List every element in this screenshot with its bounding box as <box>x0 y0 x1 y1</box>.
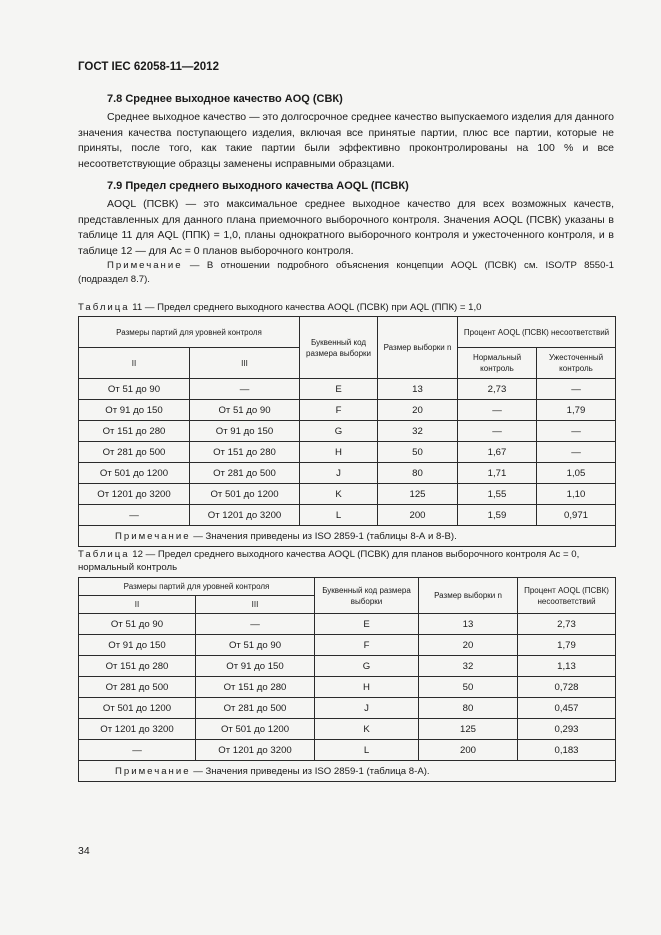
t11-header-size: Размер выборки n <box>378 317 458 379</box>
table-cell: 0,457 <box>518 698 616 719</box>
table-row <box>79 379 616 400</box>
section-7-8-body: Среднее выходное качество — это долгосрочное среднее качество выпускаемого изделия для данного значения качества поступающего изделия, включая все принятые партии, плюс все партии, которые не приняты, после того, как такие партии были эффективно проконтролированы на 100 % и все несоответствующие образцы заменены исправными образцами. <box>78 111 614 170</box>
table-row <box>79 484 616 505</box>
table-cell: От 91 до 150 <box>190 421 300 442</box>
table-cell: 80 <box>419 698 518 719</box>
page-number: 34 <box>78 845 90 857</box>
table-cell: 1,13 <box>518 656 616 677</box>
table-12-body <box>79 614 616 761</box>
table-cell: 20 <box>378 400 458 421</box>
table-cell: 1,05 <box>537 463 616 484</box>
t11-note-label: Примечание <box>115 530 191 542</box>
table-cell: От 281 до 500 <box>196 698 315 719</box>
table-cell: 200 <box>378 505 458 526</box>
table-row <box>79 614 616 635</box>
t11-header-iii: III <box>190 348 300 379</box>
table-cell: 1,79 <box>518 635 616 656</box>
table-row <box>79 400 616 421</box>
table-cell: J <box>315 698 419 719</box>
table-row <box>79 463 616 484</box>
table-cell: — <box>79 740 196 761</box>
table-cell: 1,79 <box>537 400 616 421</box>
table-cell: 200 <box>419 740 518 761</box>
table-cell: 125 <box>419 719 518 740</box>
table-cell: F <box>315 635 419 656</box>
table-cell: 2,73 <box>518 614 616 635</box>
table-cell: От 51 до 90 <box>79 614 196 635</box>
table-cell: От 501 до 1200 <box>196 719 315 740</box>
table-cell: От 1201 до 3200 <box>79 719 196 740</box>
table-cell: L <box>315 740 419 761</box>
table-cell: От 51 до 90 <box>79 379 190 400</box>
t11-header-ii: II <box>79 348 190 379</box>
table-cell: 32 <box>419 656 518 677</box>
table-cell: K <box>315 719 419 740</box>
table-cell: — <box>537 379 616 400</box>
t12-header-lots: Размеры партий для уровней контроля <box>79 578 315 596</box>
table-11-note <box>79 526 616 547</box>
table-cell: От 51 до 90 <box>196 635 315 656</box>
table-12-caption <box>78 548 618 574</box>
table-12-caption-text: 12 — Предел среднего выходного качества AOQL (ПСВК) для планов выборочного контроля Ac = 0, нормальный контроль <box>78 549 580 573</box>
table-11-body <box>79 379 616 526</box>
document-header: ГОСТ IEC 62058-11—2012 <box>78 61 219 73</box>
table-cell: От 91 до 150 <box>79 400 190 421</box>
table-cell: 1,59 <box>458 505 537 526</box>
t11-header-normal: Нормальный контроль <box>458 348 537 379</box>
t11-note-text: — Значения приведены из ISO 2859-1 (таблицы 8-А и 8-В). <box>190 530 457 542</box>
table-12-caption-word: Таблица <box>78 549 130 560</box>
note-label: Примечание <box>107 260 183 271</box>
table-cell: — <box>537 421 616 442</box>
table-cell: 0,971 <box>537 505 616 526</box>
table-cell: От 151 до 280 <box>190 442 300 463</box>
table-11-caption <box>78 301 618 314</box>
table-cell: L <box>300 505 378 526</box>
table-cell: — <box>537 442 616 463</box>
t11-header-lots: Размеры партий для уровней контроля <box>79 317 300 348</box>
table-cell: 50 <box>419 677 518 698</box>
table-cell: 1,55 <box>458 484 537 505</box>
table-cell: От 501 до 1200 <box>79 463 190 484</box>
section-7-8-title: 7.8 Среднее выходное качество AOQ (СВК) <box>107 93 343 105</box>
t12-header-iii: III <box>196 596 315 614</box>
table-cell: E <box>300 379 378 400</box>
t11-header-percent: Процент AOQL (ПСВК) несоответствий <box>458 317 616 348</box>
table-cell: J <box>300 463 378 484</box>
section-7-9-title: 7.9 Предел среднего выходного качества AOQL (ПСВК) <box>107 180 409 192</box>
section-7-9-note <box>78 259 614 287</box>
t12-header-code: Буквенный код размера выборки <box>315 578 419 614</box>
note-text: — В отношении подробного объяснения концепции AOQL (ПСВК) см. ISO/TP 8550-1 (подраздел 8.7). <box>78 260 614 285</box>
table-row <box>79 740 616 761</box>
table-cell: G <box>300 421 378 442</box>
table-cell: 13 <box>419 614 518 635</box>
table-cell: От 91 до 150 <box>196 656 315 677</box>
table-row <box>79 656 616 677</box>
table-cell: От 281 до 500 <box>79 442 190 463</box>
table-cell: 20 <box>419 635 518 656</box>
table-cell: От 281 до 500 <box>190 463 300 484</box>
table-cell: H <box>300 442 378 463</box>
table-row <box>79 719 616 740</box>
table-cell: 1,71 <box>458 463 537 484</box>
table-cell: От 151 до 280 <box>79 656 196 677</box>
table-cell: От 1201 до 3200 <box>79 484 190 505</box>
t12-header-size: Размер выборки n <box>419 578 518 614</box>
table-cell: 1,10 <box>537 484 616 505</box>
table-12-note <box>79 761 616 782</box>
table-row <box>79 698 616 719</box>
table-row <box>79 442 616 463</box>
table-cell: H <box>315 677 419 698</box>
table-cell: 1,67 <box>458 442 537 463</box>
table-cell: 32 <box>378 421 458 442</box>
table-cell: 13 <box>378 379 458 400</box>
t12-header-percent: Процент AOQL (ПСВК) несоответствий <box>518 578 616 614</box>
table-row <box>79 421 616 442</box>
table-cell: 50 <box>378 442 458 463</box>
table-cell: 0,293 <box>518 719 616 740</box>
t12-note-label: Примечание <box>115 765 191 777</box>
table-row <box>79 677 616 698</box>
table-cell: От 281 до 500 <box>79 677 196 698</box>
table-cell: — <box>190 379 300 400</box>
table-cell: 125 <box>378 484 458 505</box>
table-cell: От 1201 до 3200 <box>190 505 300 526</box>
table-cell: — <box>458 400 537 421</box>
t11-header-code: Буквенный код размера выборки <box>300 317 378 379</box>
table-cell: E <box>315 614 419 635</box>
table-12 <box>78 577 616 782</box>
section-7-9-body: AOQL (ПСВК) — это максимальное среднее выходное качество для всех возможных качеств, представленных для данного плана приемочного выборочного контроля. Значения AOQL (ПСВК) указаны в таблице 11 для AQL (ППК) = 1,0, планы однократного выборочного контроля и ужесточенного контроля, и в таблице 12 — для Ac = 0 планов выборочного контроля. <box>78 198 614 257</box>
table-11 <box>78 316 616 547</box>
table-cell: От 151 до 280 <box>79 421 190 442</box>
table-cell: От 151 до 280 <box>196 677 315 698</box>
table-cell: От 51 до 90 <box>190 400 300 421</box>
table-cell: F <box>300 400 378 421</box>
table-cell: 2,73 <box>458 379 537 400</box>
table-cell: K <box>300 484 378 505</box>
table-row <box>79 505 616 526</box>
table-cell: От 501 до 1200 <box>190 484 300 505</box>
table-cell: 0,728 <box>518 677 616 698</box>
table-11-caption-text: 11 — Предел среднего выходного качества AOQL (ПСВК) при AQL (ППК) = 1,0 <box>129 302 482 313</box>
table-cell: — <box>196 614 315 635</box>
table-cell: 80 <box>378 463 458 484</box>
table-cell: От 501 до 1200 <box>79 698 196 719</box>
t12-note-text: — Значения приведены из ISO 2859-1 (таблица 8-А). <box>190 765 430 777</box>
table-cell: От 1201 до 3200 <box>196 740 315 761</box>
t12-header-ii: II <box>79 596 196 614</box>
table-cell: G <box>315 656 419 677</box>
table-11-caption-word: Таблица <box>78 302 130 313</box>
t11-header-tight: Ужесточенный контроль <box>537 348 616 379</box>
table-cell: — <box>79 505 190 526</box>
table-cell: 0,183 <box>518 740 616 761</box>
table-cell: — <box>458 421 537 442</box>
table-cell: От 91 до 150 <box>79 635 196 656</box>
table-row <box>79 635 616 656</box>
